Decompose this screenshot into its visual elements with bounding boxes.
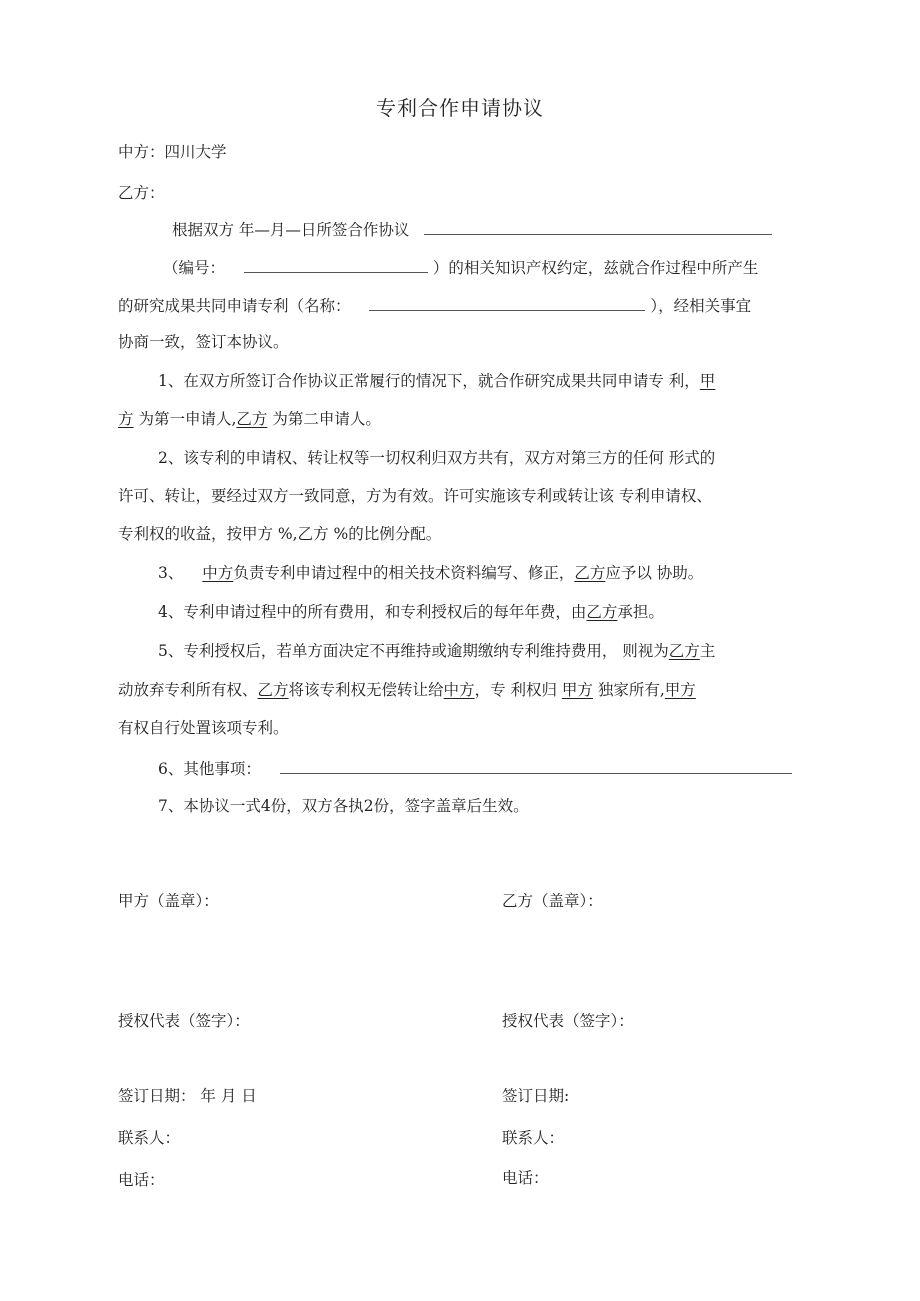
party-a-mark-3: 甲方	[561, 681, 593, 699]
clause-3-line	[158, 563, 703, 583]
intro-line-4: 协商一致，签订本协议。	[118, 333, 289, 351]
party-a-line: 中方：四川大学	[118, 143, 227, 161]
party-a-representative: 授权代表（签字）：	[118, 1012, 250, 1030]
clause-1-line-1	[158, 371, 715, 391]
clause-2-line-3: 专利权的收益，按甲方 %,乙方 %的比例分配。	[118, 525, 442, 543]
party-b-mark-5: 乙方	[257, 681, 289, 699]
party-b-representative: 授权代表（签字）：	[502, 1012, 634, 1030]
intro-line-3	[118, 294, 751, 316]
clause-3-number: 3、	[158, 564, 189, 582]
intro-line-2	[163, 256, 758, 278]
clause-7-line: 7、本协议一式4份，双方各执2份，签字盖章后生效。	[158, 797, 529, 815]
party-b-mark-4: 乙方	[668, 642, 700, 660]
clause-6-line	[158, 757, 792, 779]
party-a-contact: 联系人：	[118, 1129, 181, 1147]
party-a-mark-2: 方	[118, 410, 134, 428]
document-title: 专利合作申请协议	[376, 96, 544, 120]
party-a-seal: 甲方（盖章）：	[118, 892, 219, 910]
clause-3-text: 负责专利申请过程中的相关技术资料编写、修正，	[233, 564, 575, 582]
clause-1-text-2: 为第一申请人,	[133, 410, 237, 428]
intro-text-2: ）的相关知识产权约定，兹就合作过程中所产生	[432, 259, 759, 277]
party-b-contact: 联系人：	[502, 1129, 565, 1147]
party-b-seal: 乙方（盖章）：	[502, 892, 603, 910]
party-b-mark-1: 乙方	[236, 410, 268, 428]
clause-2-line-2: 许可、转让，要经过双方一致同意，方为有效。许可实施该专利或转让该 专利申请权、	[118, 487, 712, 505]
clause-5-line-1	[158, 641, 715, 661]
party-b-mark-3: 乙方	[586, 603, 618, 621]
clause-4-text-2: 承担。	[617, 603, 664, 621]
name-label: 的研究成果共同申请专利（名称：	[118, 297, 351, 315]
intro-text-1: 根据双方 年—月—日所签合作协议	[172, 221, 410, 239]
name-blank	[369, 294, 645, 311]
number-label: （编号：	[163, 259, 226, 277]
party-a-phone: 电话：	[118, 1171, 165, 1189]
clause-1-text: 1、在双方所签订合作协议正常履行的情况下，就合作研究成果共同申请专 利，	[158, 372, 700, 390]
clause-5-text-5: ，专 利权归	[474, 681, 562, 699]
clause-4-line	[158, 602, 664, 622]
clause-5-text-2: 主	[699, 642, 716, 660]
intro-line-1	[172, 218, 772, 240]
intro-text-3: ），经相关事宜	[650, 297, 752, 315]
clause-5-line-3: 有权自行处置该项专利。	[118, 719, 289, 737]
clause-4-text: 4、专利申请过程中的所有费用，和专利授权后的每年年费，由	[158, 603, 587, 621]
party-b-phone: 电话：	[502, 1169, 549, 1187]
party-b-line: 乙方：	[118, 184, 165, 202]
party-b-sign-date: 签订日期:	[502, 1087, 570, 1105]
clause-6-text: 6、其他事项：	[158, 760, 261, 778]
other-matters-blank	[280, 757, 792, 774]
party-a-sign-date: 签订日期： 年 月 日	[118, 1087, 257, 1105]
clause-5-line-2	[118, 680, 696, 700]
clause-5-text-6: 独家所有,	[592, 681, 665, 699]
clause-2-line-1: 2、该专利的申请权、转让权等一切权利归双方共有，双方对第三方的任何 形式的	[158, 449, 716, 467]
party-a-mark-1: 甲	[699, 372, 716, 390]
number-blank	[244, 256, 428, 273]
clause-5-text-3: 动放弃专利所有权、	[118, 681, 258, 699]
clause-1-text-3: 为第二申请人。	[267, 410, 381, 428]
agreement-blank	[424, 218, 772, 235]
china-party-mark-2: 中方	[443, 681, 475, 699]
china-party-mark: 中方	[202, 564, 234, 582]
clause-5-text-4: 将该专利权无偿转让给	[288, 681, 444, 699]
clause-1-line-2	[118, 409, 381, 429]
party-b-mark-2: 乙方	[574, 564, 606, 582]
party-a-mark-4: 甲方	[664, 681, 696, 699]
clause-5-text: 5、专利授权后，若单方面决定不再维持或逾期缴纳专利维持费用， 则视为	[158, 642, 669, 660]
clause-3-text-2: 应予以 协助。	[605, 564, 704, 582]
